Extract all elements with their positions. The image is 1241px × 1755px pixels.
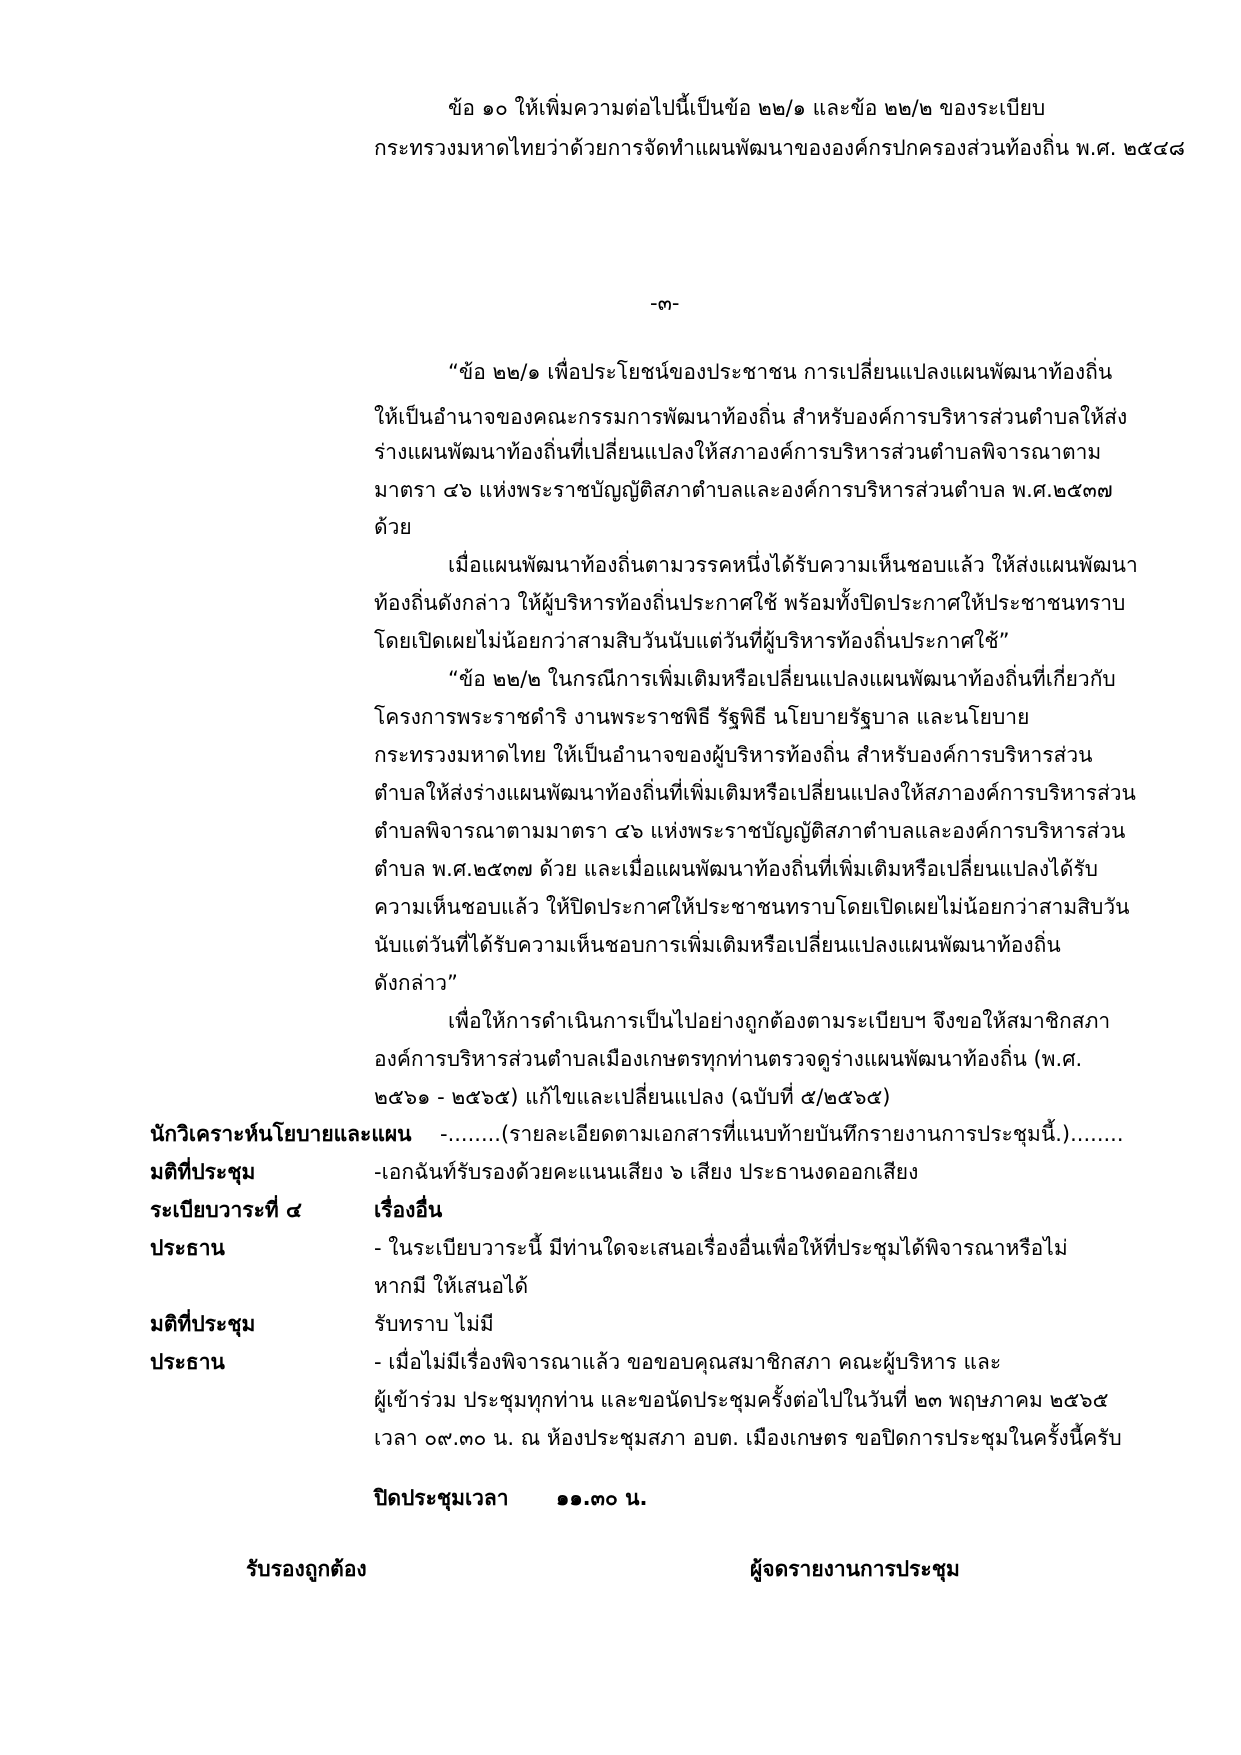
resolution-2-label: มติที่ประชุม xyxy=(150,1312,256,1336)
clause-22-2-line: ตำบลพิจารณาตามมาตรา ๔๖ แห่งพระราชบัญญัติสภาตำบลและองค์การบริหารส่วน xyxy=(374,819,1126,843)
signature-certify-label: รับรองถูกต้อง xyxy=(246,1557,367,1581)
agenda-label: ระเบียบวาระที่ ๔ xyxy=(150,1198,302,1222)
clause-22-1-para2-line: เมื่อแผนพัฒนาท้องถิ่นตามวรรคหนึ่งได้รับความเห็นชอบแล้ว ให้ส่งแผนพัฒนา xyxy=(448,553,1138,577)
clause-22-2-line: กระทรวงมหาดไทย ให้เป็นอำนาจของผู้บริหารท้องถิ่น สำหรับองค์การบริหารส่วน xyxy=(374,743,1093,767)
close-time-value: ๑๑.๓๐ น. xyxy=(556,1486,648,1510)
agenda-text: เรื่องอื่น xyxy=(374,1198,443,1222)
clause-22-1-para2-line: โดยเปิดเผยไม่น้อยกว่าสามสิบวันนับแต่วันที่ผู้บริหารท้องถิ่นประกาศใช้” xyxy=(374,629,1010,653)
clause-22-1-line: ร่างแผนพัฒนาท้องถิ่นที่เปลี่ยนแปลงให้สภาองค์การบริหารส่วนตำบลพิจารณาตาม xyxy=(374,440,1102,464)
chair-2-line: - เมื่อไม่มีเรื่องพิจารณาแล้ว ขอขอบคุณสมาชิกสภา คณะผู้บริหาร และ xyxy=(374,1350,1002,1374)
signature-recorder-label: ผู้จดรายงานการประชุม xyxy=(750,1557,960,1581)
chair-1-line: หากมี ให้เสนอได้ xyxy=(374,1274,529,1298)
clause-22-2-line: ตำบลให้ส่งร่างแผนพัฒนาท้องถิ่นที่เพิ่มเติมหรือเปลี่ยนแปลงให้สภาองค์การบริหารส่วน xyxy=(374,781,1136,805)
resolution-1-text: -เอกฉันท์รับรองด้วยคะแนนเสียง ๖ เสียง ประธานงดออกเสียง xyxy=(374,1160,919,1184)
closing-para-line: องค์การบริหารส่วนตำบลเมืองเกษตรทุกท่านตรวจดูร่างแผนพัฒนาท้องถิ่น (พ.ศ. xyxy=(374,1047,1083,1071)
chair-1-label: ประธาน xyxy=(150,1236,225,1260)
intro-line-2: กระทรวงมหาดไทยว่าด้วยการจัดทำแผนพัฒนาขององค์กรปกครองส่วนท้องถิ่น พ.ศ. ๒๕๔๘ xyxy=(374,136,1185,160)
clause-22-1-line: ด้วย xyxy=(374,515,412,539)
clause-22-1-line: มาตรา ๔๖ แห่งพระราชบัญญัติสภาตำบลและองค์การบริหารส่วนตำบล พ.ศ.๒๕๓๗ xyxy=(374,478,1113,502)
chair-2-line: ผู้เข้าร่วม ประชุมทุกท่าน และขอนัดประชุมครั้งต่อไปในวันที่ ๒๓ พฤษภาคม ๒๕๖๕ xyxy=(374,1388,1109,1412)
chair-2-line: เวลา ๐๙.๓๐ น. ณ ห้องประชุมสภา อบต. เมืองเกษตร ขอปิดการประชุมในครั้งนี้ครับ xyxy=(374,1426,1122,1450)
page-number: -๓- xyxy=(650,291,680,315)
chair-1-line: - ในระเบียบวาระนี้ มีท่านใดจะเสนอเรื่องอื่นเพื่อให้ที่ประชุมได้พิจารณาหรือไม่ xyxy=(374,1236,1068,1260)
intro-line-1: ข้อ ๑๐ ให้เพิ่มความต่อไปนี้เป็นข้อ ๒๒/๑ และข้อ ๒๒/๒ ของระเบียบ xyxy=(448,96,1046,120)
clause-22-1-line: ให้เป็นอำนาจของคณะกรรมการพัฒนาท้องถิ่น สำหรับองค์การบริหารส่วนตำบลให้ส่ง xyxy=(374,405,1128,429)
resolution-1-label: มติที่ประชุม xyxy=(150,1160,256,1184)
clause-22-2-line: โครงการพระราชดำริ งานพระราชพิธี รัฐพิธี นโยบายรัฐบาล และนโยบาย xyxy=(374,705,1030,729)
closing-para-line: ๒๕๖๑ - ๒๕๖๕) แก้ไขและเปลี่ยนแปลง (ฉบับที่ ๕/๒๕๖๕) xyxy=(374,1085,891,1109)
clause-22-2-line: ดังกล่าว” xyxy=(374,971,458,995)
clause-22-2-line: “ข้อ ๒๒/๒ ในกรณีการเพิ่มเติมหรือเปลี่ยนแปลงแผนพัฒนาท้องถิ่นที่เกี่ยวกับ xyxy=(448,667,1116,691)
chair-2-label: ประธาน xyxy=(150,1350,225,1374)
clause-22-1-line: “ข้อ ๒๒/๑ เพื่อประโยชน์ของประชาชน การเปลี่ยนแปลงแผนพัฒนาท้องถิ่น xyxy=(448,360,1113,384)
close-time-label: ปิดประชุมเวลา xyxy=(374,1486,509,1510)
clause-22-2-line: ตำบล พ.ศ.๒๕๓๗ ด้วย และเมื่อแผนพัฒนาท้องถิ่นที่เพิ่มเติมหรือเปลี่ยนแปลงได้รับ xyxy=(374,857,1098,881)
resolution-2-text: รับทราบ ไม่มี xyxy=(374,1312,494,1336)
clause-22-1-para2-line: ท้องถิ่นดังกล่าว ให้ผู้บริหารท้องถิ่นประกาศใช้ พร้อมทั้งปิดประกาศให้ประชาชนทราบ xyxy=(374,591,1126,615)
clause-22-2-line: ความเห็นชอบแล้ว ให้ปิดประกาศให้ประชาชนทราบโดยเปิดเผยไม่น้อยกว่าสามสิบวัน xyxy=(374,895,1130,919)
analyst-text: -........(รายละเอียดตามเอกสารที่แนบท้ายบันทึกรายงานการประชุมนี้.)........ xyxy=(440,1122,1124,1146)
clause-22-2-line: นับแต่วันที่ได้รับความเห็นชอบการเพิ่มเติมหรือเปลี่ยนแปลงแผนพัฒนาท้องถิ่น xyxy=(374,933,1061,957)
analyst-label: นักวิเคราะห์นโยบายและแผน xyxy=(150,1122,412,1146)
closing-para-line: เพื่อให้การดำเนินการเป็นไปอย่างถูกต้องตามระเบียบฯ จึงขอให้สมาชิกสภา xyxy=(448,1009,1111,1033)
